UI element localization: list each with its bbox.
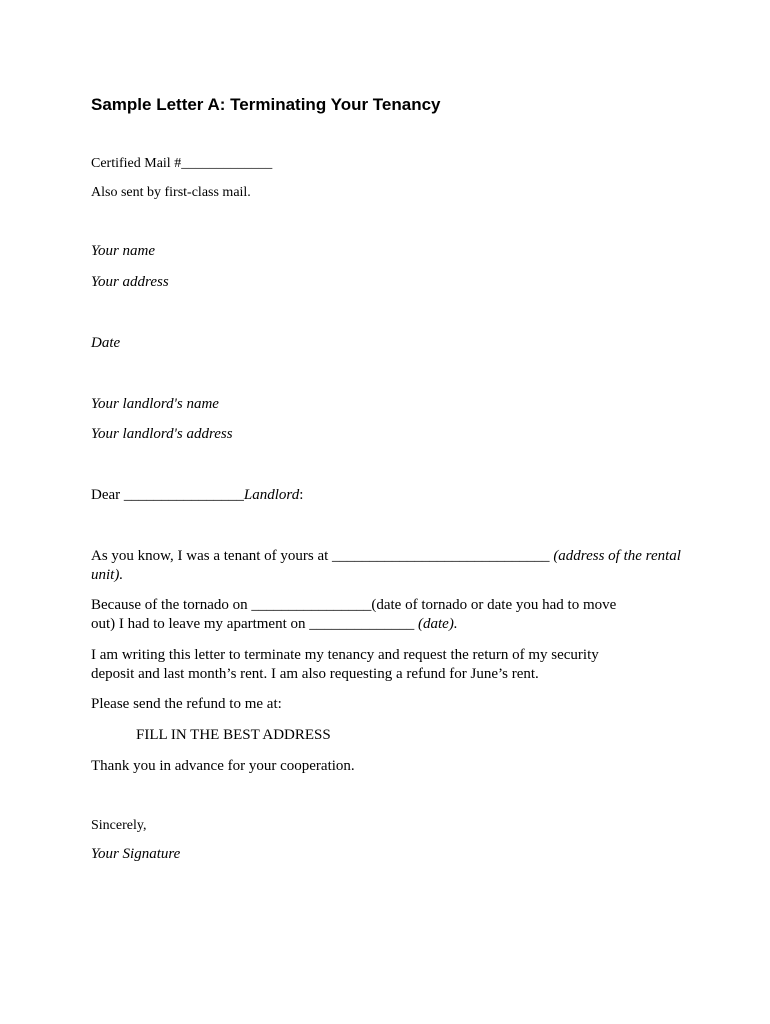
salutation-landlord: Landlord xyxy=(243,487,300,503)
paragraph-tenancy xyxy=(91,547,681,585)
first-class-mail-line: Also sent by first-class mail. xyxy=(91,185,251,200)
paragraph-tornado-line2 xyxy=(91,615,458,634)
letter-date: Date xyxy=(91,335,121,351)
closing: Sincerely, xyxy=(91,818,147,833)
refund-address-placeholder: FILL IN THE BEST ADDRESS xyxy=(136,727,331,743)
paragraph-refund-request: Please send the refund to me at: xyxy=(91,696,282,712)
sender-name: Your name xyxy=(91,243,156,259)
salutation xyxy=(91,486,303,505)
sender-address: Your address xyxy=(91,274,169,290)
paragraph-tenancy-text: As you know, I was a tenant of yours at _____________________________ xyxy=(91,548,554,564)
paragraph-tornado-line1: Because of the tornado on ________________(date of tornado or date you had to move xyxy=(91,597,617,613)
salutation-suffix: : xyxy=(299,487,304,503)
paragraph-terminate-line2: deposit and last month’s rent. I am also requesting a refund for June’s rent. xyxy=(91,666,539,682)
thanks-line: Thank you in advance for your cooperation. xyxy=(91,758,355,774)
signature: Your Signature xyxy=(91,846,181,862)
paragraph-tornado-line2-text: out) I had to leave my apartment on ______________ xyxy=(91,616,419,632)
salutation-prefix: Dear ________________ xyxy=(91,487,244,503)
landlord-name: Your landlord's name xyxy=(91,396,219,412)
landlord-address: Your landlord's address xyxy=(91,426,233,442)
paragraph-tenancy-italic: (address of the rental unit). xyxy=(91,548,681,583)
certified-mail-line: Certified Mail #_____________ xyxy=(91,156,273,171)
paragraph-terminate-line1: I am writing this letter to terminate my tenancy and request the return of my security xyxy=(91,647,599,663)
letter-title: Sample Letter A: Terminating Your Tenancy xyxy=(91,95,441,114)
paragraph-tornado-line2-italic: (date). xyxy=(418,616,458,632)
